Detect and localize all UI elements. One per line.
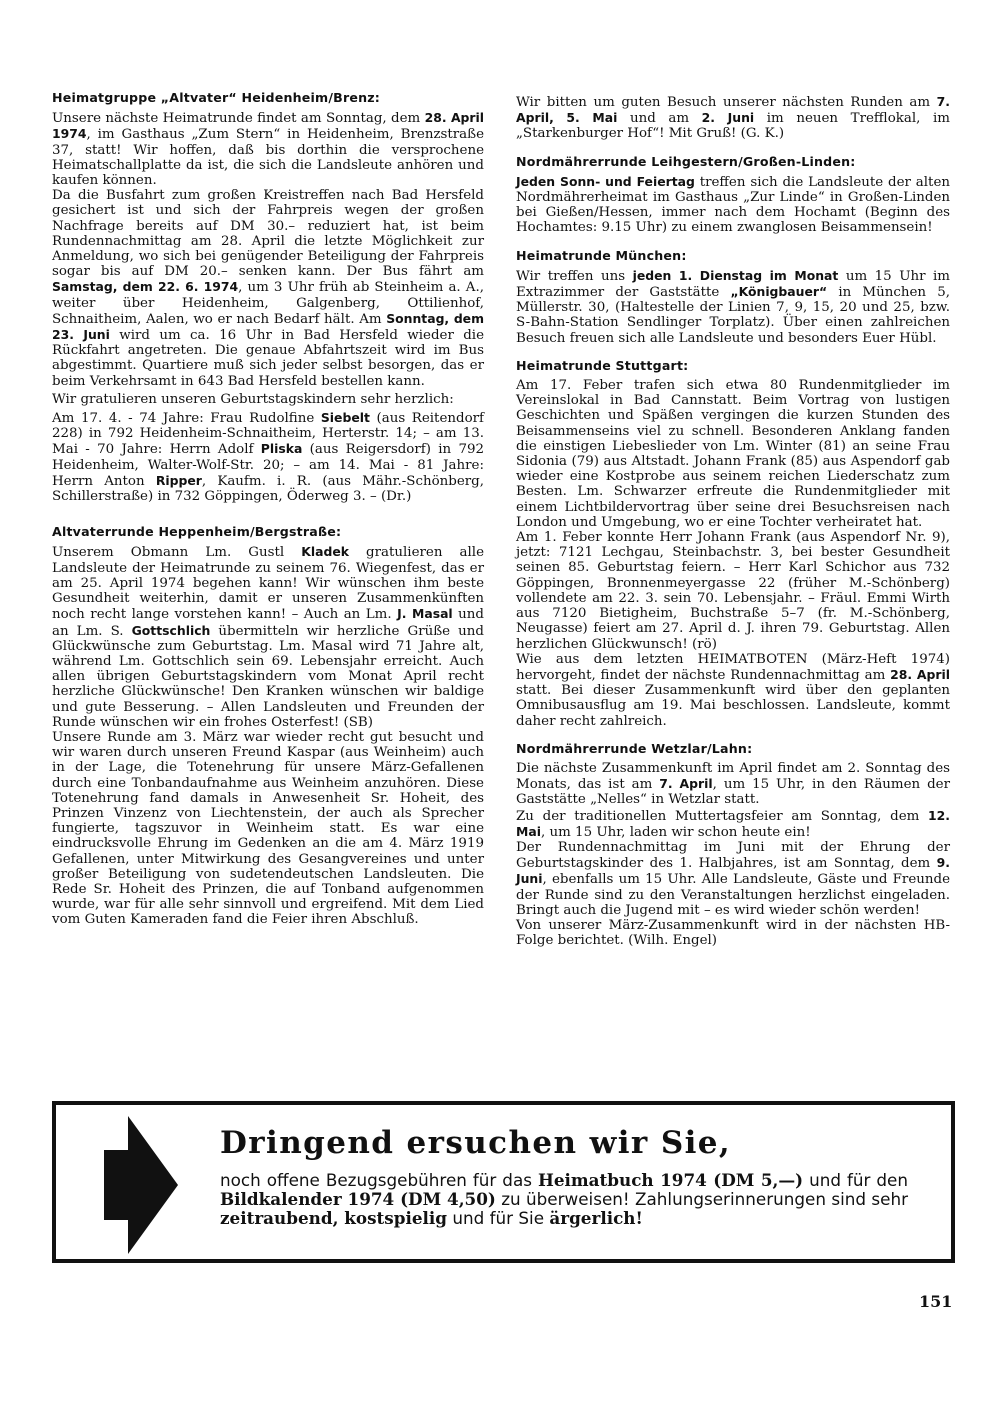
- text: Wir bitten um guten Besuch unserer nächsten Runden am: [516, 95, 937, 110]
- text: und am: [617, 111, 702, 127]
- notice-text: [220, 1171, 908, 1228]
- section-heading: Nordmährerrunde Leihgestern/Großen-Linden:: [516, 153, 856, 169]
- text: statt. Bei dieser Zusammenkunft wird über den geplanten Omnibusausflug am 19. Mai beschlossen. Landsleute, kommt daher recht zahlreich.: [516, 683, 950, 729]
- text: Zu der traditionellen Muttertagsfeier am Sonntag, dem: [516, 808, 929, 824]
- bold-text: ärgerlich!: [549, 1208, 643, 1228]
- text: Da die Busfahrt zum großen Kreistreffen nach Bad Hersfeld gesichert ist und sich der Fahrpreis wegen der großen Nachfrage bereits auf DM 30.– reduziert hat, ist beim Rundennachmittag am 28. April die letzte Möglichkeit zur Anmeldung, wo sich bei genügender Beteiligung der Fahrpreis sogar bis auf DM 20.– senken kann. Der Bus fährt am: [52, 188, 484, 280]
- paragraph: Am 17. Feber trafen sich etwa 80 Rundenmitglieder im Vereinslokal in Bad Cannstatt. Beim Vortrag von lustigen Geschichten und Späßen vergingen die kurzen Stunden des Beisammenseins viel zu schnell. Besonderen Anklang fanden die einstigen Liebeslieder von Lm. Winter (81) an seine Frau Sidonia (79) aus Altstadt. Johann Frank (85) aus Aspendorf gab wieder eine Kostprobe aus seinem reichen Liederschatz zum Besten. Lm. Schwarzer erfreute die Rundenmitglieder mit einem Lichtbildervortrag über seine drei Besuchsreisen nach London und Umgebung, wo er eine Tochter verheiratet hat.: [516, 378, 950, 530]
- text: wird um ca. 16 Uhr in Bad Hersfeld wieder die Rückfahrt angetreten. Die genaue Abfahrtszeit wird im Bus abgestimmt. Quartiere muß sich jeder selbst besorgen, das er beim Verkehrsamt in 643 Bad Hersfeld bestellen kann.: [52, 328, 485, 389]
- text: (aus Reigersdorf) in 792 Heidenheim, Walter-Wolf-Str. 20; – am 14. Mai - 81 Jahre: Herrn Anton: [52, 442, 484, 489]
- page-number: 151: [919, 1292, 953, 1311]
- paragraph: Wir gratulieren unseren Geburtstagskindern sehr herzlich:: [52, 391, 454, 407]
- paragraph: [52, 110, 484, 188]
- bold-name: „Königbauer“: [730, 284, 828, 300]
- text: gratulieren alle Landsleute der Heimatrunde zu seinem 76. Wiegenfest, das er am 25. April 1974 begehen kann! Wir wünschen ihm beste Gesundheit weiterhin, damit er unseren Zusammenkünften noch recht lange vorstehen kann! – Auch an Lm.: [52, 545, 485, 623]
- text: zu überweisen! Zahlungserinnerungen sind sehr: [495, 1189, 908, 1209]
- text: , im Gasthaus „Zum Stern“ in Heidenheim, Brenzstraße 37, statt! Wir hoffen, daß bis dorthin die versprochene Heimatschallplatte da ist, die sich die Landsleute anhören und kaufen können.: [52, 127, 484, 189]
- bold-text: jeden 1. Dienstag im Monat: [632, 267, 839, 283]
- section-heppenheim: [52, 524, 484, 927]
- section-stuttgart: [516, 358, 950, 729]
- bold-date: Sonntag, dem 23. Juni: [52, 310, 485, 343]
- paragraph: [516, 808, 950, 840]
- section-muenchen: [516, 248, 950, 346]
- section-heading: Nordmährerrunde Wetzlar/Lahn:: [516, 740, 753, 756]
- section-heading: Heimatrunde München:: [516, 247, 687, 263]
- bold-date: 28. April: [890, 666, 950, 682]
- paragraph: [52, 410, 484, 504]
- text: im neuen Trefflokal, im „Starkenburger Hof“! Mit Gruß! (G. K.): [516, 111, 950, 142]
- paragraph: [52, 188, 484, 389]
- bold-date: 7. April: [659, 776, 713, 792]
- bold-text: Bildkalender 1974 (DM 4,50): [220, 1189, 496, 1209]
- right-column: [516, 94, 950, 960]
- section-heading: Heimatgruppe „Altvater“ Heidenheim/Brenz:: [52, 90, 381, 105]
- bold-name: Siebelt: [320, 410, 370, 426]
- paragraph: [52, 544, 484, 729]
- text: und an Lm. S.: [52, 607, 484, 639]
- bold-date: 12. Mai: [516, 807, 950, 839]
- bold-name: Kladek: [301, 544, 349, 560]
- text: , Kaufm. i. R. (aus Mähr.-Schönberg, Schillerstraße) in 732 Göppingen, Öderweg 3. – (Dr.): [52, 473, 484, 505]
- bold-date: 28. April 1974: [52, 110, 485, 142]
- text: Wie aus dem letzten HEIMATBOTEN (März-Heft 1974) hervorgeht, findet der nächste Rundennachmittag am: [516, 651, 950, 683]
- section-leihgestern: [516, 154, 950, 236]
- notice-box: [52, 1101, 955, 1263]
- text: Der Rundennachmittag im Juni mit der Ehrung der Geburtstagskinder des 1. Halbjahres, ist am Sonntag, dem: [516, 839, 950, 872]
- text: Wir treffen uns: [516, 268, 633, 284]
- text: um 15 Uhr im Extrazimmer der Gaststätte: [516, 268, 950, 301]
- paragraph: Unsere Runde am 3. März war wieder recht gut besucht und wir waren durch unseren Freund Kaspar (aus Weinheim) auch in der Lage, die Totenehrung für unsere März-Gefallenen durch eine Tonbandaufnahme aus Weinheim anzuhören. Diese Totenehrung fand damals in Anwesenheit Sr. Hoheit, des Prinzen Vinzenz von Liechtenstein, der auch als Sprecher fungierte, tagszuvor in Weinheim statt. Es war eine eindrucksvolle Ehrung im Gedenken an die am 4. März 1919 Gefallenen, unter Mitwirkung des Gesangvereines und unter großer Beteiligung von sudetendeutschen Landsleuten. Die Rede Sr. Hoheit des Prinzen, die auf Tonband aufgenommen wurde, war für alle sehr sinnvoll und ergreifend. Mit dem Lied vom Guten Kameraden fand die Feier ihren Abschluß.: [52, 729, 484, 928]
- section-heidenheim: [52, 90, 484, 504]
- bold-date: 7. April, 5. Mai: [516, 94, 950, 126]
- bold-name: Gottschlich: [131, 622, 211, 638]
- paragraph: [516, 94, 950, 142]
- text: Unsere nächste Heimatrunde findet am Sonntag, dem: [52, 111, 425, 127]
- text: , um 15 Uhr, in den Räumen der Gaststätte „Nelles“ in Wetzlar statt.: [516, 777, 951, 808]
- arrow-right-icon: [104, 1116, 178, 1254]
- text: und für Sie: [447, 1208, 550, 1228]
- bold-name: J. Masal: [397, 606, 453, 622]
- paragraph: [516, 174, 950, 236]
- text: , ebenfalls um 15 Uhr. Alle Landsleute, Gäste und Freunde der Runde sind zu den Veranstaltungen herzlichst eingeladen. Bringt auch die Jugend mit – es wird wieder schön werden!: [516, 872, 950, 918]
- text: (aus Reitendorf 228) in 792 Heidenheim-Schnaitheim, Herterstr. 14; – am 13. Mai - 70 Jahre: Herrn Adolf: [52, 411, 484, 458]
- text: und für den: [803, 1170, 909, 1190]
- section-heading: Altvaterrunde Heppenheim/Bergstraße:: [52, 524, 342, 540]
- text: Am 17. 4. - 74 Jahre: Frau Rudolfine: [52, 411, 321, 427]
- bold-date: Samstag, dem 22. 6. 1974: [52, 279, 239, 295]
- text: Unserem Obmann Lm. Gustl: [52, 545, 302, 561]
- paragraph: [516, 761, 950, 808]
- paragraph: [516, 840, 950, 918]
- section-wetzlar: [516, 741, 950, 949]
- bold-name: Pliska: [260, 441, 303, 457]
- paragraph: Am 1. Feber konnte Herr Johann Frank (aus Aspendorf Nr. 9), jetzt: 7121 Lechgau, Steinbachstr. 3, bei bester Gesundheit seinen 85. Geburtstag feiern. – Herr Karl Schichor aus 732 Göppingen, Bronnenmeyergasse 22 (früher M.-Schönberg) vollendete am 22. 3. sein 70. Lebensjahr. – Fräul. Emmi Wirth aus 7120 Bietigheim, Buchstraße 5–7 (fr. M.-Schönberg, Neugasse) feiert am 27. April d. J. ihren 79. Geburtstag. Allen herzlichen Glückwunsch! (rö): [516, 530, 950, 652]
- left-column: [52, 90, 484, 940]
- section-heading: Heimatrunde Stuttgart:: [516, 357, 689, 373]
- bold-date: 2. Juni: [701, 110, 755, 126]
- notice-title: Dringend ersuchen wir Sie,: [220, 1125, 732, 1161]
- text: , um 3 Uhr früh ab Steinheim a. A., weiter über Heidenheim, Galgenberg, Ottilienhof, Schnaitheim, Aalen, wo er nach Bedarf hält. Am: [52, 280, 484, 327]
- bold-date: 9. Juni: [516, 855, 950, 887]
- text: noch offene Bezugsgebühren für das: [220, 1170, 538, 1190]
- paragraph: [516, 652, 950, 729]
- text: übermitteln wir herzliche Grüße und Glückwünsche zum Geburtstag. Lm. Masal wird 71 Jahre alt, während Lm. Gottschlich sein 69. Lebensjahr erreicht. Auch allen übrigen Geburtstagskindern vom Monat April recht herzliche Glückwünsche! Den Kranken wünschen wir baldige und gute Besserung. – Allen Landsleuten und Freunden der Runde wünschen wir ein frohes Osterfest! (SB): [52, 623, 484, 730]
- text: Die nächste Zusammenkunft im April findet am 2. Sonntag des Monats, das ist am: [516, 760, 950, 793]
- paragraph: Von unserer März-Zusammenkunft wird in der nächsten HB-Folge berichtet. (Wilh. Engel): [516, 917, 950, 949]
- text: , um 15 Uhr, laden wir schon heute ein!: [540, 824, 811, 840]
- text: treffen sich die Landsleute der alten Nordmährerheimat im Gasthaus „Zur Linde“ in Großen-Linden bei Gießen/Hessen, immer nach dem Hochamt (Beginn des Hochamtes: 9.15 Uhr) zu einem zwanglosen Beisammensein!: [516, 174, 950, 236]
- section-heppenheim-continued: [516, 94, 950, 142]
- bold-text: Jeden Sonn- und Feiertag: [516, 173, 695, 189]
- bold-text: Heimatbuch 1974 (DM 5,—): [537, 1170, 804, 1190]
- paragraph: [516, 268, 950, 346]
- bold-text: zeitraubend, kostspielig: [220, 1208, 448, 1228]
- text: in München 5, Müllerstr. 30, (Haltestelle der Linien 7, 9, 15, 20 und 25, bzw. S-Bahn-Station Sendlinger Torplatz). Über einen zahlreichen Besuch freuen sich alle Landsleute und besonders Euer Hübl.: [516, 285, 950, 346]
- bold-name: Ripper: [155, 472, 202, 488]
